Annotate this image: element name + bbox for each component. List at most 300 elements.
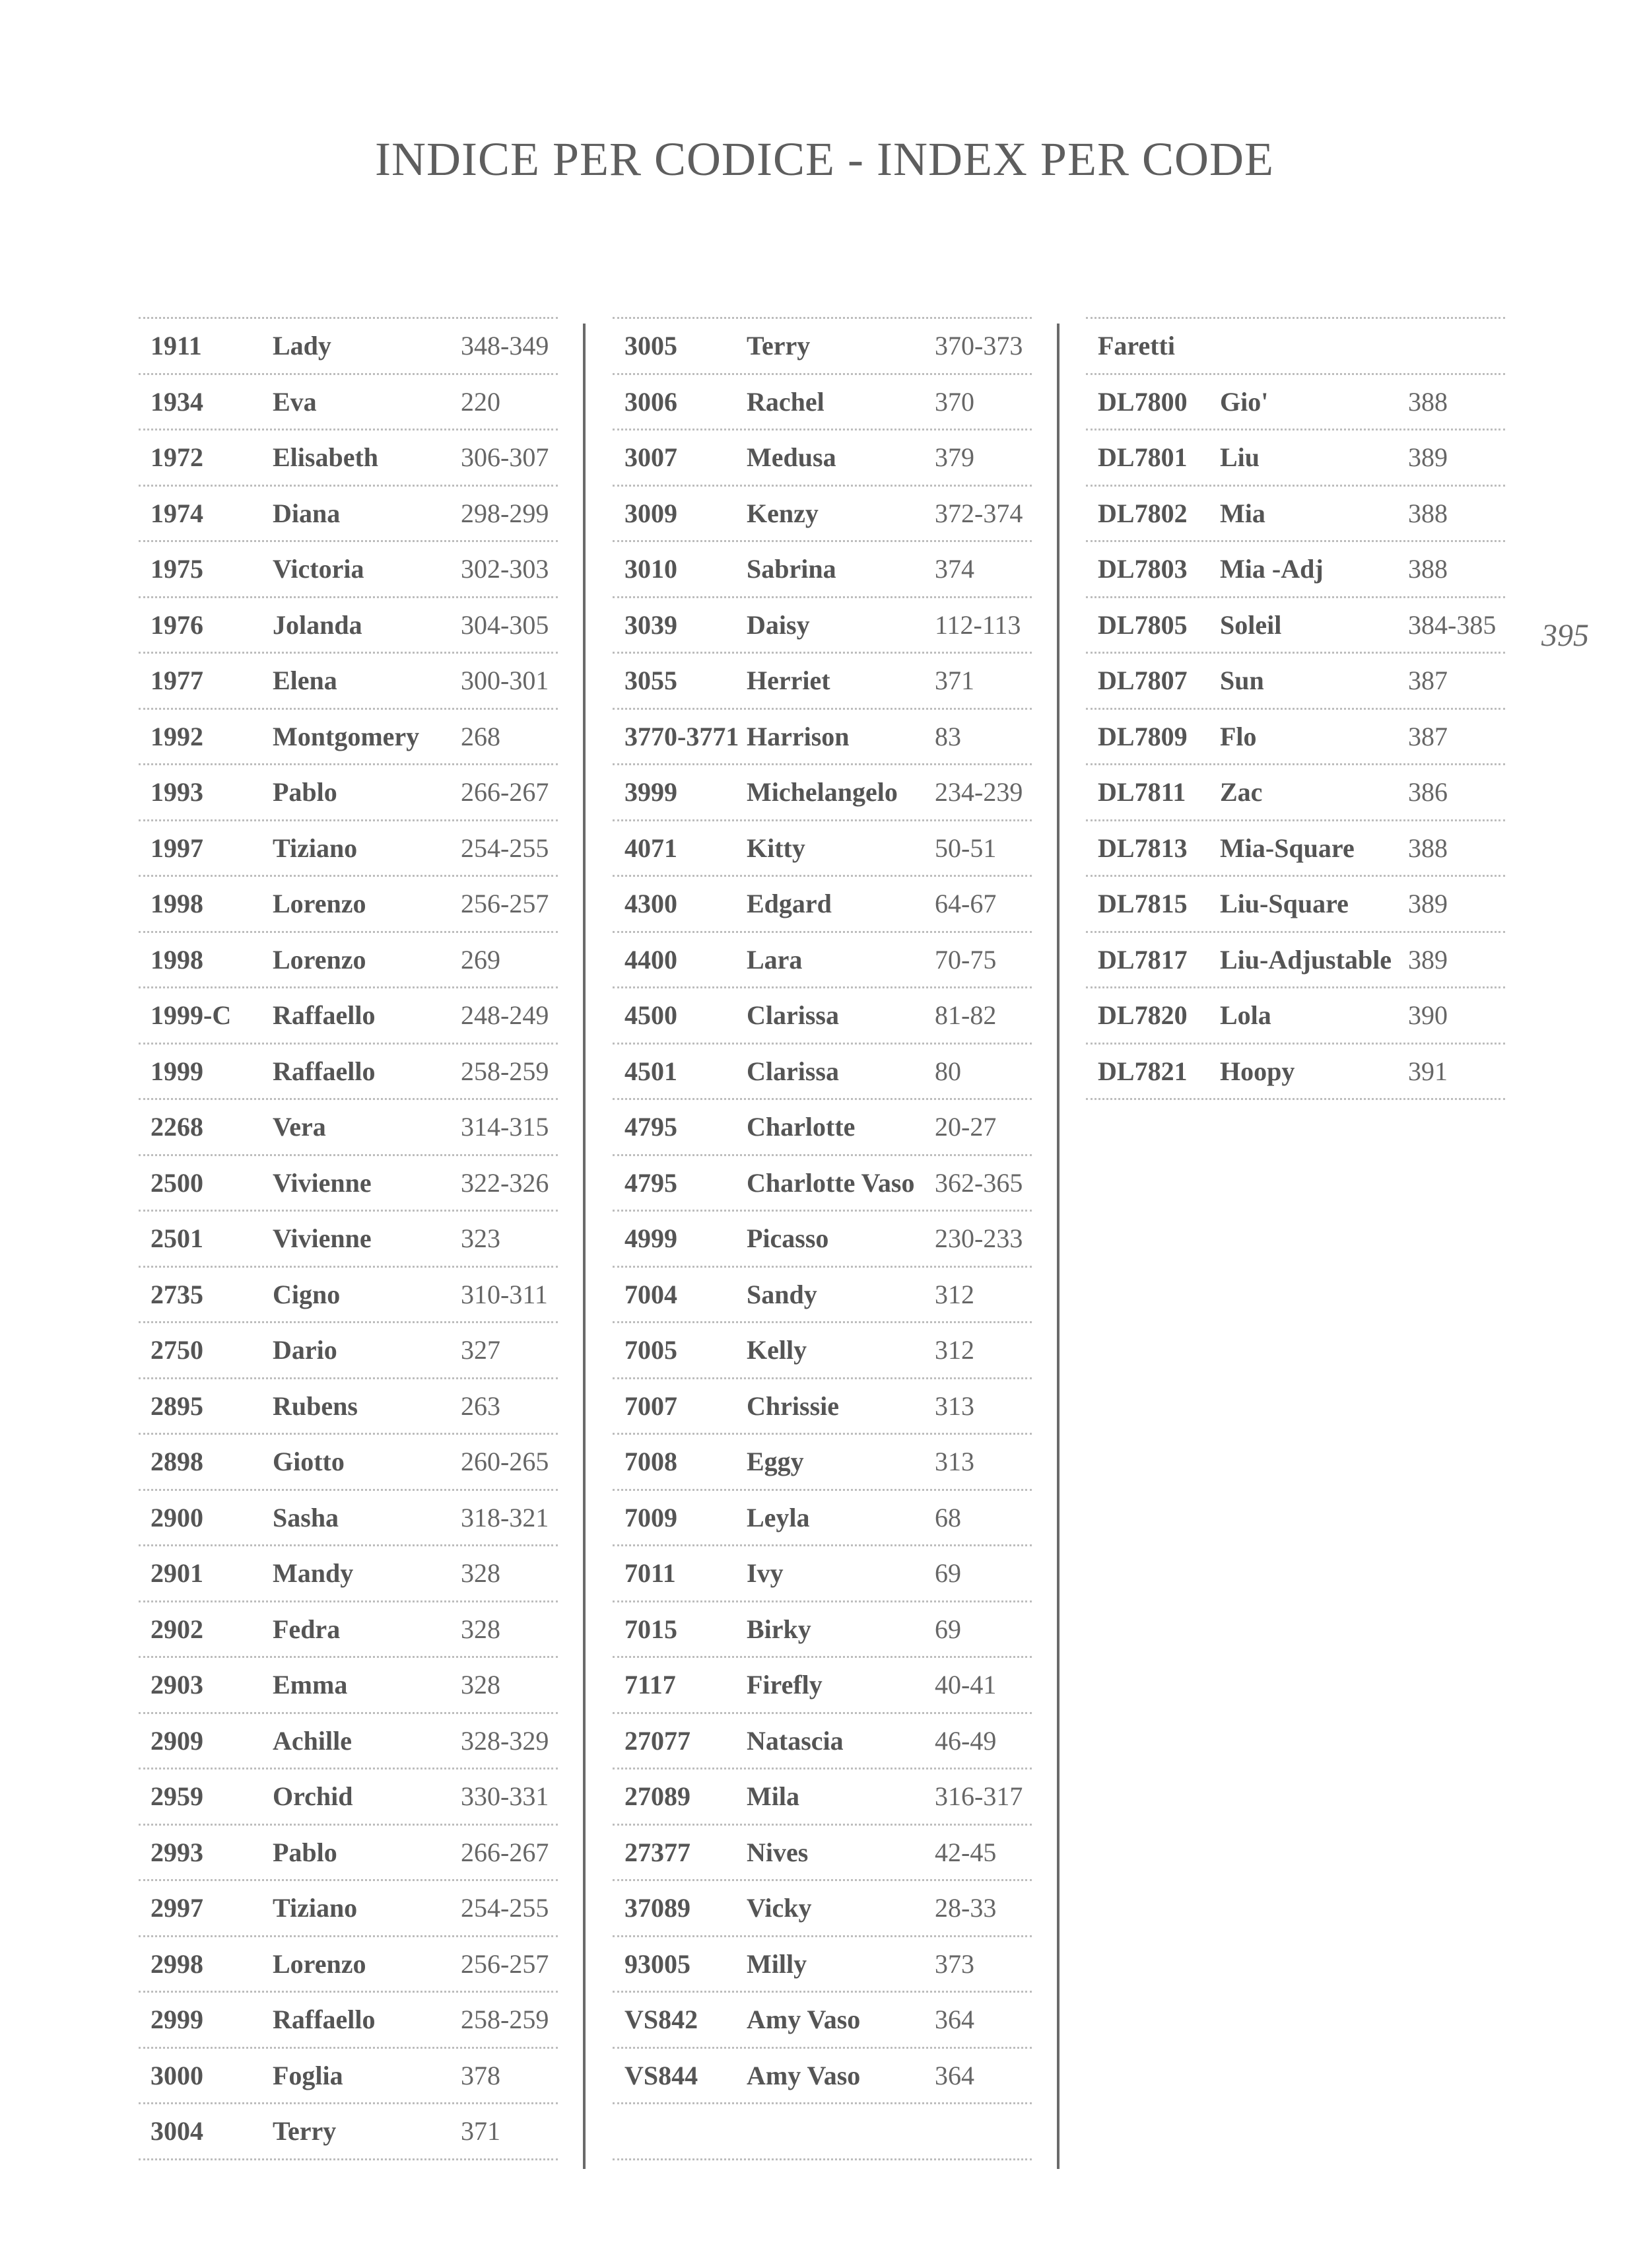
index-code: 37089 [624,1893,690,1923]
index-row [613,319,1032,375]
index-row [613,710,1032,766]
page-number: 395 [1541,618,1589,653]
index-code: 1974 [151,498,203,528]
index-pages: 330-331 [461,1781,549,1812]
index-row [613,2049,1032,2105]
index-name: Lorenzo [273,1948,366,1979]
index-row [613,765,1032,821]
index-code: DL7815 [1098,889,1188,919]
index-pages: 266-267 [461,777,549,808]
index-row [139,1212,558,1268]
index-pages: 248-249 [461,1000,549,1031]
index-name: Harrison [747,721,850,751]
index-name: Michelangelo [747,777,898,808]
index-pages: 256-257 [461,889,549,919]
index-row [613,933,1032,989]
index-code: 7004 [624,1279,677,1309]
index-name: Ivy [747,1558,784,1589]
index-name: Vicky [747,1893,812,1923]
index-pages: 40-41 [935,1670,997,1700]
index-pages: 322-326 [461,1167,549,1198]
index-pages: 300-301 [461,666,549,696]
index-name: Flo [1220,721,1257,751]
index-code: 2999 [151,2005,203,2035]
index-name: Daisy [747,609,810,640]
index-code: 1976 [151,609,203,640]
index-pages: 69 [935,1614,961,1644]
index-row [613,654,1032,710]
index-code: 7015 [624,1614,677,1644]
index-code: 7009 [624,1502,677,1532]
index-code: DL7811 [1098,777,1186,808]
index-pages: 260-265 [461,1447,549,1477]
index-code: 4501 [624,1056,677,1086]
index-name: Firefly [747,1670,823,1700]
index-code: 2500 [151,1167,203,1198]
index-pages: 28-33 [935,1893,997,1923]
index-pages: 370 [935,386,974,417]
index-column-3 [1086,317,1505,1100]
index-row [139,1379,558,1435]
index-pages: 112-113 [935,609,1021,640]
index-pages: 258-259 [461,2005,549,2035]
index-row [613,1658,1032,1714]
index-row [613,430,1032,487]
index-row [1086,821,1505,877]
index-name: Pablo [273,777,337,808]
index-code: 1997 [151,833,203,863]
index-row [613,598,1032,654]
index-row [613,1546,1032,1602]
index-code: 1911 [151,331,202,361]
index-row [139,1770,558,1826]
index-pages: 69 [935,1558,961,1589]
index-pages: 374 [935,554,974,584]
index-pages: 304-305 [461,609,549,640]
index-name: Terry [273,2116,337,2147]
index-pages: 386 [1408,777,1448,808]
index-code: 1972 [151,442,203,473]
index-code: 3039 [624,609,677,640]
index-row [139,2049,558,2105]
index-name: Fedra [273,1614,341,1644]
index-pages: 263 [461,1391,500,1421]
index-row [139,1881,558,1937]
index-row [1086,487,1505,543]
index-code: 2900 [151,1502,203,1532]
index-pages: 220 [461,386,500,417]
index-code: 4071 [624,833,677,863]
index-name: Kelly [747,1335,807,1365]
index-name: Tiziano [273,1893,358,1923]
index-pages: 362-365 [935,1167,1023,1198]
index-name: Amy Vaso [747,2005,861,2035]
index-code: 7005 [624,1335,677,1365]
index-code: 3006 [624,386,677,417]
index-name: Sun [1220,666,1264,696]
index-pages: 313 [935,1447,974,1477]
index-row [1086,1045,1505,1101]
index-row [139,375,558,431]
index-pages: 83 [935,721,961,751]
index-code: 7007 [624,1391,677,1421]
index-name: Sabrina [747,554,836,584]
index-pages: 268 [461,721,500,751]
index-pages: 388 [1408,498,1448,528]
index-code: DL7805 [1098,609,1188,640]
index-code: 4400 [624,944,677,975]
index-row [613,1714,1032,1770]
index-name: Charlotte Vaso [747,1167,915,1198]
index-row [1086,765,1505,821]
index-name: Zac [1220,777,1263,808]
index-code: VS842 [624,2005,698,2035]
index-pages: 313 [935,1391,974,1421]
index-pages: 230-233 [935,1223,1023,1254]
index-row [613,1435,1032,1491]
index-code: 3005 [624,331,677,361]
index-code: 1934 [151,386,203,417]
index-pages: 256-257 [461,1948,549,1979]
index-code: 4999 [624,1223,677,1254]
index-row [139,1993,558,2049]
index-row [139,877,558,933]
index-row [613,2104,1032,2160]
index-code: 7008 [624,1447,677,1477]
index-row [613,877,1032,933]
index-row [613,1379,1032,1435]
index-row [613,1156,1032,1212]
index-name: Milly [747,1948,807,1979]
index-row [1086,598,1505,654]
index-code: DL7802 [1098,498,1188,528]
index-pages: 373 [935,1948,974,1979]
index-name: Vera [273,1112,326,1142]
index-name: Lorenzo [273,889,366,919]
index-code: 1999 [151,1056,203,1086]
index-row [613,1770,1032,1826]
index-name: Mandy [273,1558,354,1589]
index-name: Amy Vaso [747,2060,861,2090]
index-pages: 46-49 [935,1725,997,1756]
index-row [613,1268,1032,1324]
index-row [1086,877,1505,933]
index-name: Lara [747,944,803,975]
index-pages: 42-45 [935,1837,997,1867]
index-name: Mia-Square [1220,833,1355,863]
index-row [1086,933,1505,989]
index-row [613,1826,1032,1882]
index-name: Diana [273,498,341,528]
index-code: 4300 [624,889,677,919]
index-pages: 387 [1408,721,1448,751]
index-pages: 312 [935,1279,974,1309]
index-row [1086,319,1505,375]
index-name: Rubens [273,1391,358,1421]
index-row [139,988,558,1045]
index-name: Elisabeth [273,442,379,473]
index-name: Hoopy [1220,1056,1295,1086]
index-row [613,821,1032,877]
index-name: Foglia [273,2060,343,2090]
index-code: 2750 [151,1335,203,1365]
index-code: 1977 [151,666,203,696]
index-pages: 254-255 [461,1893,549,1923]
index-code: 3004 [151,2116,203,2147]
index-pages: 388 [1408,386,1448,417]
index-code: 2501 [151,1223,203,1254]
index-row [613,1602,1032,1659]
index-name: Vivienne [273,1167,372,1198]
index-row [139,1658,558,1714]
index-pages: 314-315 [461,1112,549,1142]
index-pages: 328 [461,1614,500,1644]
index-row [613,1045,1032,1101]
index-code: 2909 [151,1725,203,1756]
index-code: 3999 [624,777,677,808]
index-pages: 254-255 [461,833,549,863]
index-pages: 379 [935,442,974,473]
index-code: 3055 [624,666,677,696]
index-row [139,598,558,654]
index-pages: 234-239 [935,777,1023,808]
index-name: Clarissa [747,1056,839,1086]
index-name: Sasha [273,1502,339,1532]
index-pages: 70-75 [935,944,997,975]
index-code: 27377 [624,1837,690,1867]
index-row [139,1602,558,1659]
index-name: Terry [747,331,811,361]
column-divider [583,324,586,2169]
index-name: Raffaello [273,2005,376,2035]
index-pages: 310-311 [461,1279,548,1309]
index-name: Lorenzo [273,944,366,975]
index-name: Cigno [273,1279,341,1309]
index-pages: 302-303 [461,554,549,584]
index-name: Picasso [747,1223,829,1254]
index-pages: 389 [1408,442,1448,473]
index-code: 2901 [151,1558,203,1589]
index-code: 2735 [151,1279,203,1309]
page-title: INDICE PER CODICE - INDEX PER CODE [375,133,1274,186]
index-code: 3010 [624,554,677,584]
index-row [139,654,558,710]
index-name: Vivienne [273,1223,372,1254]
index-name: Montgomery [273,721,420,751]
index-pages: 391 [1408,1056,1448,1086]
index-row [1086,430,1505,487]
index-pages: 371 [461,2116,500,2147]
index-row [139,1826,558,1882]
index-pages: 328-329 [461,1725,549,1756]
index-pages: 371 [935,666,974,696]
index-row [613,1100,1032,1156]
index-code: 3007 [624,442,677,473]
index-pages: 364 [935,2060,974,2090]
index-code: DL7807 [1098,666,1188,696]
index-column-1 [139,317,558,2160]
index-row [613,1212,1032,1268]
index-row [613,1993,1032,2049]
index-row [1086,654,1505,710]
index-name: Kenzy [747,498,819,528]
index-pages: 327 [461,1335,500,1365]
index-pages: 20-27 [935,1112,997,1142]
index-pages: 389 [1408,944,1448,975]
index-code: DL7803 [1098,554,1188,584]
index-row [139,710,558,766]
index-code: DL7800 [1098,386,1188,417]
index-code: 1975 [151,554,203,584]
index-row [613,1491,1032,1547]
index-name: Emma [273,1670,348,1700]
index-code: 1993 [151,777,203,808]
index-name: Achille [273,1725,352,1756]
index-code: DL7817 [1098,944,1188,975]
index-pages: 364 [935,2005,974,2035]
index-pages: 388 [1408,554,1448,584]
index-name: Dario [273,1335,337,1365]
index-row [613,487,1032,543]
index-code: VS844 [624,2060,698,2090]
index-code: 1999-C [151,1000,232,1031]
index-code: DL7821 [1098,1056,1188,1086]
index-row [139,1435,558,1491]
index-code: 3009 [624,498,677,528]
index-pages: 372-374 [935,498,1023,528]
index-code: 2902 [151,1614,203,1644]
index-pages: 50-51 [935,833,997,863]
index-row [139,1937,558,1993]
index-pages: 298-299 [461,498,549,528]
index-row [139,1268,558,1324]
index-name: Charlotte [747,1112,856,1142]
index-code: 4795 [624,1112,677,1142]
index-code: 93005 [624,1948,690,1979]
index-code: DL7809 [1098,721,1188,751]
index-name: Raffaello [273,1000,376,1031]
index-name: Jolanda [273,609,362,640]
index-name: Giotto [273,1447,345,1477]
index-row [139,1100,558,1156]
column-divider [1057,324,1060,2169]
index-code: 7011 [624,1558,676,1589]
index-row [139,430,558,487]
index-name: Liu [1220,442,1260,473]
index-pages: 266-267 [461,1837,549,1867]
index-row [139,319,558,375]
index-name: Leyla [747,1502,810,1532]
index-code: 4500 [624,1000,677,1031]
index-code: 3770-3771 [624,721,739,751]
index-row [613,988,1032,1045]
index-name: Eggy [747,1447,804,1477]
index-pages: 348-349 [461,331,549,361]
index-pages: 318-321 [461,1502,549,1532]
index-row [139,487,558,543]
index-name: Liu-Square [1220,889,1349,919]
index-code: 27077 [624,1725,690,1756]
index-code: 2903 [151,1670,203,1700]
index-row [139,765,558,821]
index-pages: 323 [461,1223,500,1254]
index-row [613,1323,1032,1379]
index-code: 1998 [151,889,203,919]
index-row [613,375,1032,431]
index-name: Lady [273,331,331,361]
index-row [139,1491,558,1547]
index-code: 2268 [151,1112,203,1142]
index-row [139,542,558,598]
index-name: Lola [1220,1000,1271,1031]
index-code: 4795 [624,1167,677,1198]
index-pages: 389 [1408,889,1448,919]
index-row [1086,542,1505,598]
index-name: Nives [747,1837,809,1867]
index-pages: 68 [935,1502,961,1532]
index-name: Liu-Adjustable [1220,944,1392,975]
index-row [139,2104,558,2160]
index-code: DL7813 [1098,833,1188,863]
index-row [1086,710,1505,766]
index-name: Birky [747,1614,811,1644]
index-name: Elena [273,666,337,696]
index-pages: 370-373 [935,331,1023,361]
index-pages: 388 [1408,833,1448,863]
index-name: Mila [747,1781,799,1812]
index-pages: 390 [1408,1000,1448,1031]
index-name: Orchid [273,1781,353,1812]
index-code: 2898 [151,1447,203,1477]
index-code: 2959 [151,1781,203,1812]
index-name: Soleil [1220,609,1282,640]
index-pages: 378 [461,2060,500,2090]
index-code: DL7820 [1098,1000,1188,1031]
index-name: Mia -Adj [1220,554,1324,584]
index-name: Mia [1220,498,1265,528]
index-pages: 328 [461,1670,500,1700]
index-pages: 80 [935,1056,961,1086]
index-pages: 387 [1408,666,1448,696]
index-code: DL7801 [1098,442,1188,473]
index-row [139,1045,558,1101]
index-code: 2997 [151,1893,203,1923]
index-row [139,821,558,877]
index-name: Medusa [747,442,836,473]
index-row [613,1937,1032,1993]
index-row [139,1156,558,1212]
index-name: Rachel [747,386,824,417]
index-row [1086,375,1505,431]
index-code: 2998 [151,1948,203,1979]
index-name: Tiziano [273,833,358,863]
index-row [139,1714,558,1770]
index-row [613,1881,1032,1937]
index-row [613,542,1032,598]
index-code: Faretti [1098,331,1175,361]
index-code: 27089 [624,1781,690,1812]
index-pages: 316-317 [935,1781,1023,1812]
index-row [139,1323,558,1379]
index-row [1086,988,1505,1045]
index-code: 2895 [151,1391,203,1421]
index-row [139,1546,558,1602]
index-name: Kitty [747,833,805,863]
index-pages: 258-259 [461,1056,549,1086]
index-name: Herriet [747,666,830,696]
index-pages: 384-385 [1408,609,1497,640]
index-name: Victoria [273,554,364,584]
